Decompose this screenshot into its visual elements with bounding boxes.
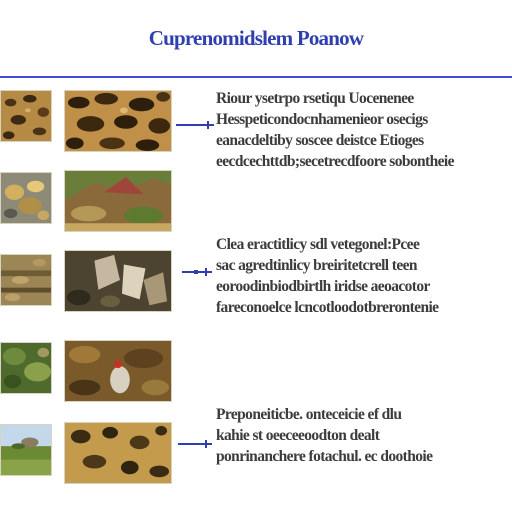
thumbnail-column	[0, 88, 56, 483]
text-block-2	[216, 234, 508, 318]
text-line: Riour ysetrpo rsetiqu Uocenenee	[216, 90, 414, 107]
text-line: Clea eractitlicy sdl vetegonel:Pcee	[216, 236, 420, 253]
earth-texture-photo[interactable]	[64, 422, 172, 484]
moss-thumb[interactable]	[0, 342, 52, 394]
landscape-thumb[interactable]	[0, 424, 52, 476]
page-title: Cuprenomidslem Poanow	[148, 26, 364, 50]
pointer-arrow-3	[178, 443, 212, 445]
photo-column	[64, 88, 176, 468]
pointer-arrow-1	[176, 124, 214, 126]
leopard-fur-photo[interactable]	[64, 90, 172, 152]
text-line: fareconoelce lcncotloodotbrerontenie	[216, 299, 439, 316]
mineral-thumb[interactable]	[0, 172, 52, 224]
text-block-3	[216, 404, 508, 467]
text-line: Preponeiticbe. onteceicie ef dlu	[216, 406, 402, 423]
text-line: kahie st oeeceeoodton dealt	[216, 427, 380, 444]
pointer-arrow-2	[182, 271, 212, 273]
text-line: eanacdeltiby soscee deistce Etioges	[216, 132, 424, 149]
crystal-photo[interactable]	[64, 250, 172, 312]
text-line: Hesspeticondocnhamenieor osecigs	[216, 111, 428, 128]
header-divider	[0, 76, 512, 78]
text-line: eoroodinbiodbirtlh iridse aeoacotor	[216, 278, 430, 295]
leopard-fur-thumb[interactable]	[0, 90, 52, 142]
text-line: sac agredtinlicy breiritetcrell teen	[216, 257, 417, 274]
text-block-1	[216, 88, 508, 172]
text-line: ponrinanchere fotachul. ec doothoie	[216, 448, 433, 465]
wildlife-photo[interactable]	[64, 340, 172, 402]
landscape-rock-photo[interactable]	[64, 170, 172, 232]
rock-texture-thumb[interactable]	[0, 254, 52, 306]
text-line: eecdcechttdb;secetrecdfoore sobontheie	[216, 153, 454, 170]
